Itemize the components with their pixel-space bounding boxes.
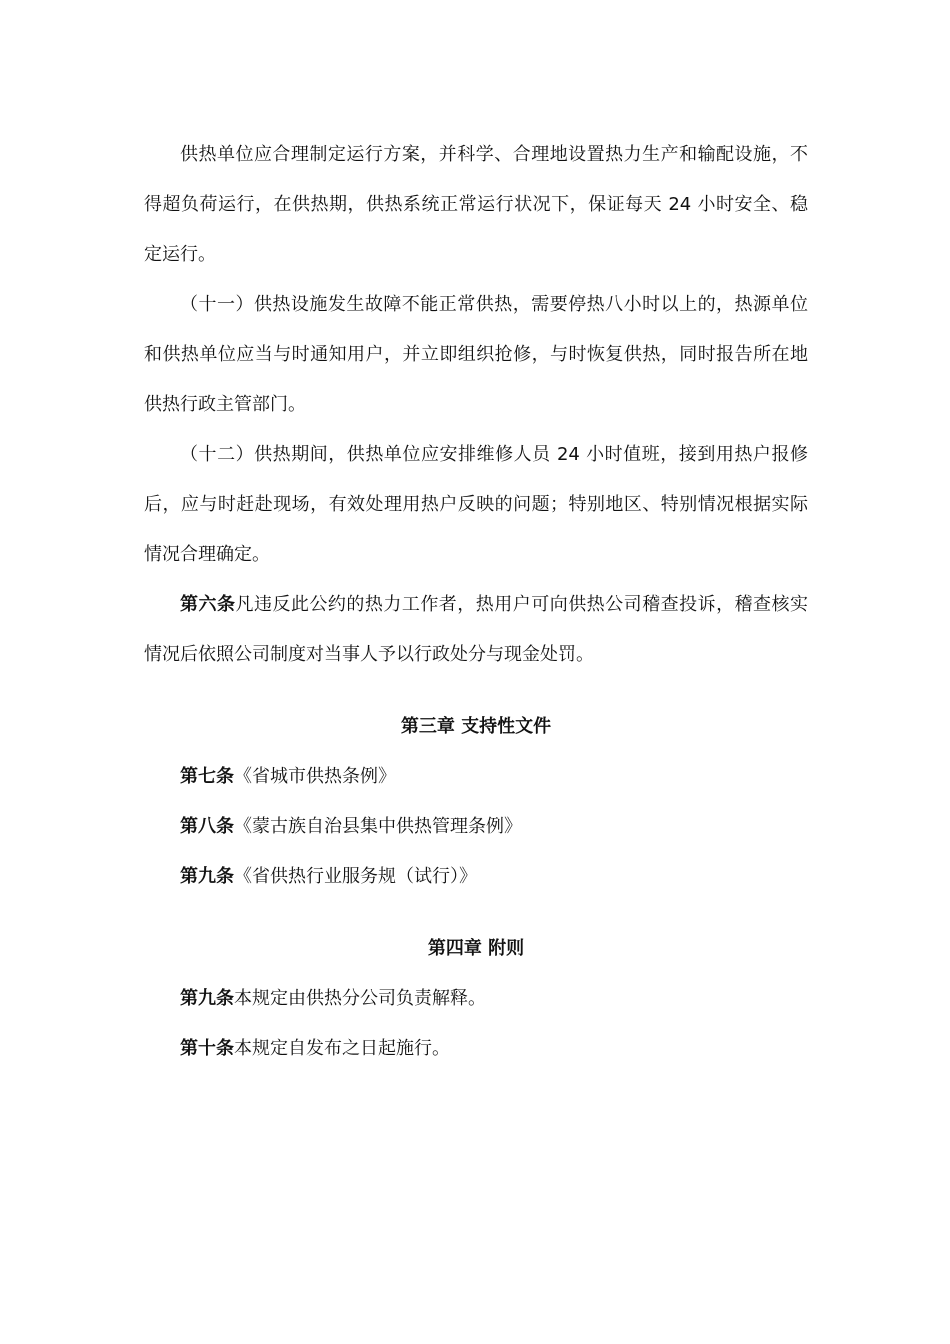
chapter-3-heading: 第三章 支持性文件: [400, 716, 552, 737]
article-8-label: 第八条: [180, 816, 234, 837]
article-6: [144, 580, 808, 680]
article-6-text: 凡违反此公约的热力工作者，热用户可向供热公司稽查投诉，稽查核实情况后依照公司制度对当事人予以行政处分与现金处罚。: [144, 594, 809, 665]
article-9-reference: [144, 852, 808, 902]
document-body: [144, 130, 808, 1074]
article-8-text: 《蒙古族自治县集中供热管理条例》: [234, 816, 522, 837]
article-10: [144, 1024, 808, 1074]
article-9-reference-text: 《省供热行业服务规（试行）》: [234, 866, 477, 887]
article-10-text: 本规定自发布之日起施行。: [234, 1038, 450, 1059]
article-9-interpretation-text: 本规定由供热分公司负责解释。: [234, 988, 486, 1009]
article-9-interpretation-label: 第九条: [180, 988, 234, 1009]
paragraph-item-11: （十一）供热设施发生故障不能正常供热，需要停热八小时以上的，热源单位和供热单位应当与时通知用户，并立即组织抢修，与时恢复供热，同时报告所在地供热行政主管部门。: [144, 294, 808, 415]
article-9-interpretation: [144, 974, 808, 1024]
article-8: [144, 802, 808, 852]
article-7-label: 第七条: [180, 766, 234, 787]
paragraph-item-12: （十二）供热期间，供热单位应安排维修人员 24 小时值班，接到用热户报修后，应与时赶赴现场，有效处理用热户反映的问题；特别地区、特别情况根据实际情况合理确定。: [144, 444, 808, 565]
paragraph-operation-plan: 供热单位应合理制定运行方案，并科学、合理地设置热力生产和输配设施，不得超负荷运行，在供热期，供热系统正常运行状况下，保证每天 24 小时安全、稳定运行。: [144, 144, 808, 265]
article-9-reference-label: 第九条: [180, 866, 234, 887]
chapter-4-heading: 第四章 附则: [427, 938, 525, 959]
article-6-label: 第六条: [180, 594, 236, 615]
article-10-label: 第十条: [180, 1038, 234, 1059]
article-7: [144, 752, 808, 802]
article-7-text: 《省城市供热条例》: [234, 766, 396, 787]
